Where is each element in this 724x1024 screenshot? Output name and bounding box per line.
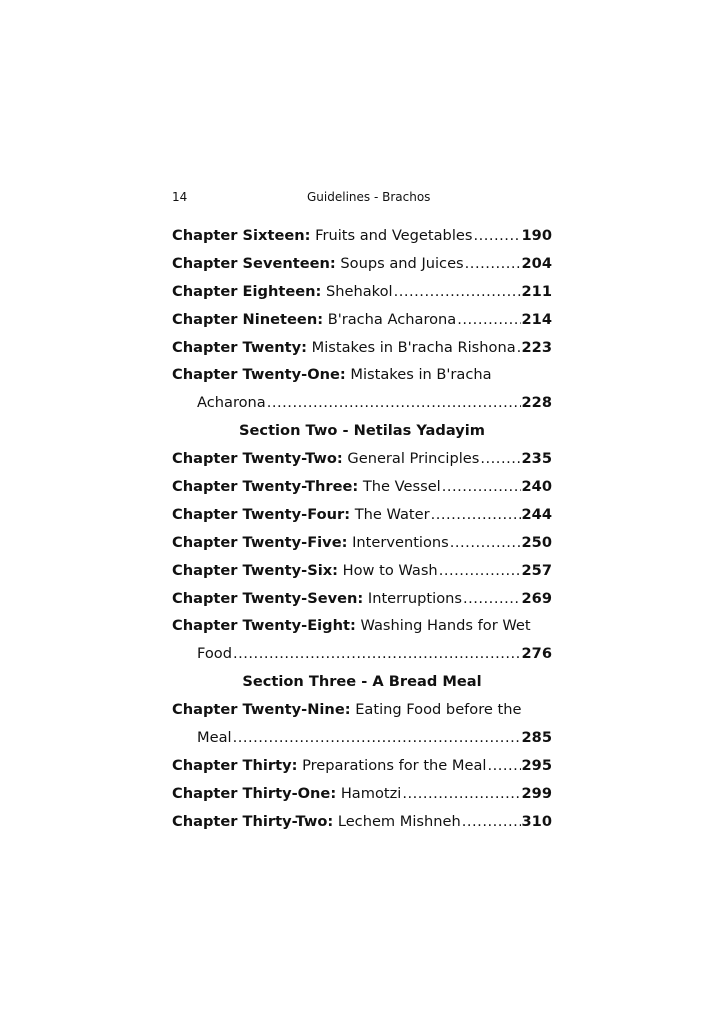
page-ref: 204: [521, 254, 552, 272]
chapter-label: Chapter Sixteen:: [172, 227, 311, 244]
dot-leader: [431, 501, 521, 529]
dot-leader: [517, 334, 521, 362]
chapter-title: B'racha Acharona: [327, 310, 457, 328]
page-ref: 310: [521, 812, 552, 830]
dot-leader: [439, 557, 521, 585]
toc-entry: [172, 585, 552, 613]
page-ref: 285: [521, 729, 552, 747]
chapter-title: Mistakes in B'racha: [350, 366, 492, 384]
running-header: [172, 190, 552, 208]
chapter-title: Interruptions: [367, 589, 462, 607]
chapter-label: Chapter Twenty-Six:: [172, 561, 338, 579]
chapter-title: Shehakol: [326, 282, 393, 300]
toc-entry-line: [172, 612, 552, 640]
chapter-label: Chapter Twenty-Nine:: [172, 701, 351, 719]
chapter-label: Chapter Twenty-Eight:: [172, 617, 356, 635]
page-number: 14: [172, 190, 188, 204]
toc-entry-continuation: [172, 389, 552, 417]
chapter-label: Chapter Twenty-Three:: [172, 478, 359, 496]
chapter-label: Chapter Twenty-One:: [172, 366, 346, 384]
dot-leader: [480, 445, 520, 473]
page-ref: 257: [521, 561, 552, 579]
toc-entry: [172, 529, 552, 557]
page-ref: 228: [521, 394, 552, 412]
chapter-title: Interventions: [352, 533, 449, 551]
page-ref: 276: [521, 645, 552, 663]
running-title: Guidelines - Brachos: [307, 190, 431, 204]
toc-entry: [172, 306, 552, 334]
toc-entry: [172, 780, 552, 808]
chapter-title: Hamotzi: [340, 784, 402, 802]
chapter-label: Chapter Nineteen:: [172, 310, 324, 328]
toc-entry-line: [172, 696, 552, 724]
toc-entry: [172, 473, 552, 501]
chapter-label: Chapter Twenty-Five:: [172, 533, 348, 551]
section-heading: Section Two - Netilas Yadayim: [239, 422, 485, 440]
dot-leader: [233, 724, 521, 752]
chapter-label: Chapter Thirty-One:: [172, 784, 337, 802]
toc-entry: [172, 501, 552, 529]
toc-entry-continuation: [172, 640, 552, 668]
chapter-title: The Water: [354, 505, 430, 523]
chapter-title: Washing Hands for Wet: [360, 617, 531, 635]
chapter-title: Mistakes in B'racha Rishona: [311, 338, 516, 356]
chapter-title: Soups and Juices: [340, 254, 464, 272]
toc-entry-continuation: [172, 724, 552, 752]
page-ref: 240: [521, 478, 552, 496]
dot-leader: [394, 278, 521, 306]
section-heading: Section Three - A Bread Meal: [242, 673, 482, 691]
chapter-title: The Vessel: [362, 478, 441, 496]
chapter-title: How to Wash: [342, 561, 438, 579]
page-ref: 295: [521, 756, 552, 774]
page-ref: 223: [521, 338, 552, 356]
chapter-label: Chapter Thirty-Two:: [172, 812, 334, 830]
page-ref: 299: [521, 784, 552, 802]
toc-entry: [172, 278, 552, 306]
chapter-title: Fruits and Vegetables: [315, 227, 473, 244]
chapter-label: Chapter Twenty-Seven:: [172, 589, 364, 607]
page-ref: 250: [521, 533, 552, 551]
dot-leader: [473, 222, 520, 250]
toc-entry-line: [172, 361, 552, 389]
dot-leader: [462, 808, 521, 836]
page-ref: 214: [521, 310, 552, 328]
dot-leader: [442, 473, 521, 501]
chapter-label: Chapter Seventeen:: [172, 254, 336, 272]
toc-entry: [172, 557, 552, 585]
dot-leader: [463, 585, 521, 613]
chapter-title-cont: Food: [197, 645, 232, 663]
chapter-title: General Principles: [347, 450, 480, 468]
page-ref: 211: [521, 282, 552, 300]
toc-entry: [172, 334, 552, 362]
dot-leader: [487, 752, 520, 780]
chapter-label: Chapter Twenty-Two:: [172, 450, 343, 468]
chapter-label: Chapter Twenty-Four:: [172, 505, 351, 523]
toc-entry: [172, 808, 552, 836]
toc-entry: [172, 222, 552, 250]
chapter-label: Chapter Eighteen:: [172, 282, 322, 300]
table-of-contents: [172, 222, 552, 836]
chapter-label: Chapter Thirty:: [172, 756, 298, 774]
dot-leader: [465, 250, 521, 278]
toc-entry: [172, 445, 552, 473]
chapter-title: Lechem Mishneh: [337, 812, 461, 830]
chapter-label: Chapter Twenty:: [172, 338, 307, 356]
chapter-title-cont: Acharona: [197, 394, 266, 412]
page-ref: 190: [521, 227, 552, 244]
page-ref: 244: [521, 505, 552, 523]
dot-leader: [233, 640, 521, 668]
chapter-title-cont: Meal: [197, 729, 232, 747]
dot-leader: [450, 529, 521, 557]
dot-leader: [457, 306, 520, 334]
page-ref: 235: [521, 450, 552, 468]
chapter-title: Eating Food before the: [355, 701, 522, 719]
chapter-title: Preparations for the Meal: [302, 756, 487, 774]
toc-entry: [172, 250, 552, 278]
page-ref: 269: [521, 589, 552, 607]
toc-entry: [172, 752, 552, 780]
dot-leader: [267, 389, 521, 417]
dot-leader: [402, 780, 520, 808]
